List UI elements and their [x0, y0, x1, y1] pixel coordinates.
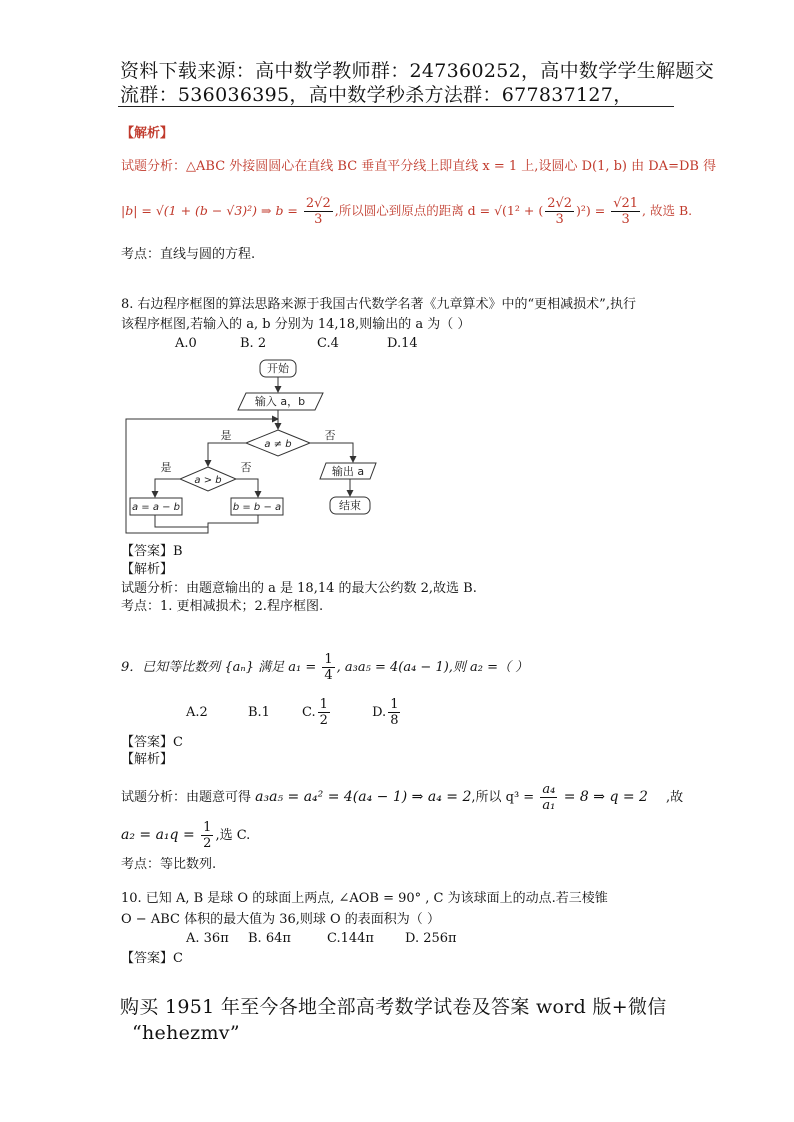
q9-jiexi-label: 【解析】 [121, 752, 174, 767]
q9-option-b: B.1 [247, 705, 270, 720]
q8-stem-line-2: 该程序框图,若输入的 a, b 分别为 14,18,则输出的 a 为（ ） [121, 317, 471, 332]
q7-kaodian: 考点：直线与圆的方程. [121, 247, 256, 262]
q7-formula-1: |b| = √(1 + (b − √3)²) ⇒ b = [121, 203, 302, 218]
flow-cond1-label: a ≠ b [264, 439, 292, 450]
q10-stem-line-1: 10. 已知 A, B 是球 O 的球面上两点, ∠AOB = 90° , C 为该球面上的动点.若三棱锥 [121, 891, 608, 906]
q9-option-d [372, 697, 402, 728]
q9-line2 [121, 820, 250, 851]
flow-input-label: 输入 a，b [254, 395, 306, 408]
flow-cond2-label: a > b [194, 475, 222, 486]
q9-options [186, 697, 402, 728]
q9-line2-frac [201, 820, 213, 851]
q8-answer: 【答案】B [121, 544, 183, 559]
q9-option-c-den: 2 [319, 713, 328, 728]
q7-frac-d-num: 2√2 [547, 196, 573, 211]
q7-frac-r-num: √21 [613, 196, 639, 211]
q10-option-d: D. 256π [405, 931, 457, 946]
q10-option-b: B. 64π [248, 931, 291, 946]
q8-jiexi-label: 【解析】 [121, 562, 174, 577]
flow-start-label: 开始 [267, 362, 289, 375]
q9-line2-tail: ,选 C. [215, 828, 251, 843]
q7-formula-mid: ,所以圆心到原点的距离 d = √(1² + ( [334, 203, 544, 218]
q9-answer: 【答案】C [121, 735, 183, 750]
q9-frac-a1 [322, 652, 334, 683]
q9-analysis [121, 782, 683, 813]
header-line-2: 流群：536036395，高中数学秒杀方法群：677837127， [120, 84, 633, 106]
q9-line2-den: 2 [203, 836, 212, 851]
q7-formula [121, 196, 692, 227]
footer-line-2: “hehezmv” [132, 1022, 240, 1044]
q8-option-d: D.14 [387, 336, 418, 351]
q10-answer: 【答案】C [121, 951, 183, 966]
header-rule [118, 106, 674, 107]
flow-assign-b-label: b = b − a [232, 502, 282, 513]
q9-option-c-num: 1 [319, 697, 328, 712]
q7-frac-b-den: 3 [314, 212, 323, 227]
flow-assign-a-label: a = a − b [131, 502, 181, 513]
q10-stem-line-2: O − ABC 体积的最大值为 36,则球 O 的表面积为（ ） [121, 912, 440, 927]
flow-yes1-label: 是 [220, 429, 232, 442]
q9-frac-a1-den: 4 [324, 668, 333, 683]
q10-option-a: A. 36π [186, 931, 229, 946]
flow-yes2-label: 是 [160, 461, 172, 474]
q7-analysis [121, 158, 716, 176]
footer-line-1: 购买 1951 年至今各地全部高考数学试卷及答案 word 版+微信 [120, 996, 667, 1018]
q9-analysis-frac-den: a₁ [542, 798, 556, 813]
header-line-1: 资料下载来源：高中数学教师群：247360252，高中数学学生解题交 [120, 60, 714, 82]
q7-frac-d [545, 196, 574, 227]
q8-option-a: A.0 [175, 336, 197, 351]
q9-stem-suffix: , a₃a₅ = 4(a₄ − 1),则 a₂ =（ ） [336, 660, 529, 675]
q9-line2-prefix: a₂ = a₁q = [121, 827, 200, 843]
q8-option-c: C.4 [317, 336, 339, 351]
q9-frac-a1-num: 1 [324, 652, 333, 667]
flow-output-label: 输出 a [331, 465, 365, 478]
q7-analysis-text: △ABC 外接圆圆心在直线 BC 垂直平分线上即直线 x = 1 上,设圆心 D(1, b) 由 DA=DB 得 [186, 159, 717, 174]
q9-kaodian: 考点：等比数列. [121, 857, 217, 872]
q9-option-c [302, 697, 332, 728]
q7-frac-d-den: 3 [555, 212, 564, 227]
q7-formula-end: , 故选 B. [642, 203, 693, 218]
q9-analysis-prefix: 试题分析：由题意可得 [121, 790, 256, 805]
q9-analysis-frac-num: a₄ [542, 782, 556, 797]
q7-frac-r [611, 196, 640, 227]
flow-end-label: 结束 [339, 499, 361, 512]
q9-option-a: A.2 [186, 705, 208, 720]
q7-analysis-prefix: 试题分析： [121, 159, 187, 174]
q7-formula-tail: )²) = [576, 203, 610, 218]
q8-flowchart [118, 355, 398, 540]
q9-analysis-eq2: = 8 ⇒ q = 2 [559, 789, 648, 805]
flow-no1-label: 否 [324, 429, 336, 442]
q7-jiexi-label: 【解析】 [121, 126, 174, 141]
q9-analysis-frac [540, 782, 557, 813]
q9-option-d-prefix: D. [372, 705, 387, 720]
q9-analysis-tail: ,故 [665, 790, 684, 805]
q7-frac-b [304, 196, 333, 227]
q9-option-d-den: 8 [390, 713, 399, 728]
q7-frac-b-num: 2√2 [305, 196, 331, 211]
q9-analysis-eq1: a₃a₅ = a₄² = 4(a₄ − 1) ⇒ a₄ = 2 [255, 789, 472, 805]
q9-line2-num: 1 [203, 820, 212, 835]
q9-stem [121, 652, 528, 683]
q9-stem-prefix: 9．已知等比数列 {aₙ} 满足 a₁ = [121, 660, 321, 675]
q9-option-d-num: 1 [390, 697, 399, 712]
q10-option-c: C.144π [327, 931, 374, 946]
flow-no2-label: 否 [240, 461, 252, 474]
q8-analysis: 试题分析：由题意输出的 a 是 18,14 的最大公约数 2,故选 B. [121, 581, 477, 596]
q9-option-c-prefix: C. [302, 705, 316, 720]
q8-option-b: B. 2 [240, 336, 267, 351]
q9-analysis-mid: ,所以 q³ = [471, 790, 539, 805]
q7-frac-r-den: 3 [621, 212, 630, 227]
q8-kaodian: 考点：1. 更相减损术；2.程序框图. [121, 599, 324, 614]
q8-stem-line-1: 8. 右边程序框图的算法思路来源于我国古代数学名著《九章算术》中的“更相减损术”,执行 [121, 297, 636, 312]
